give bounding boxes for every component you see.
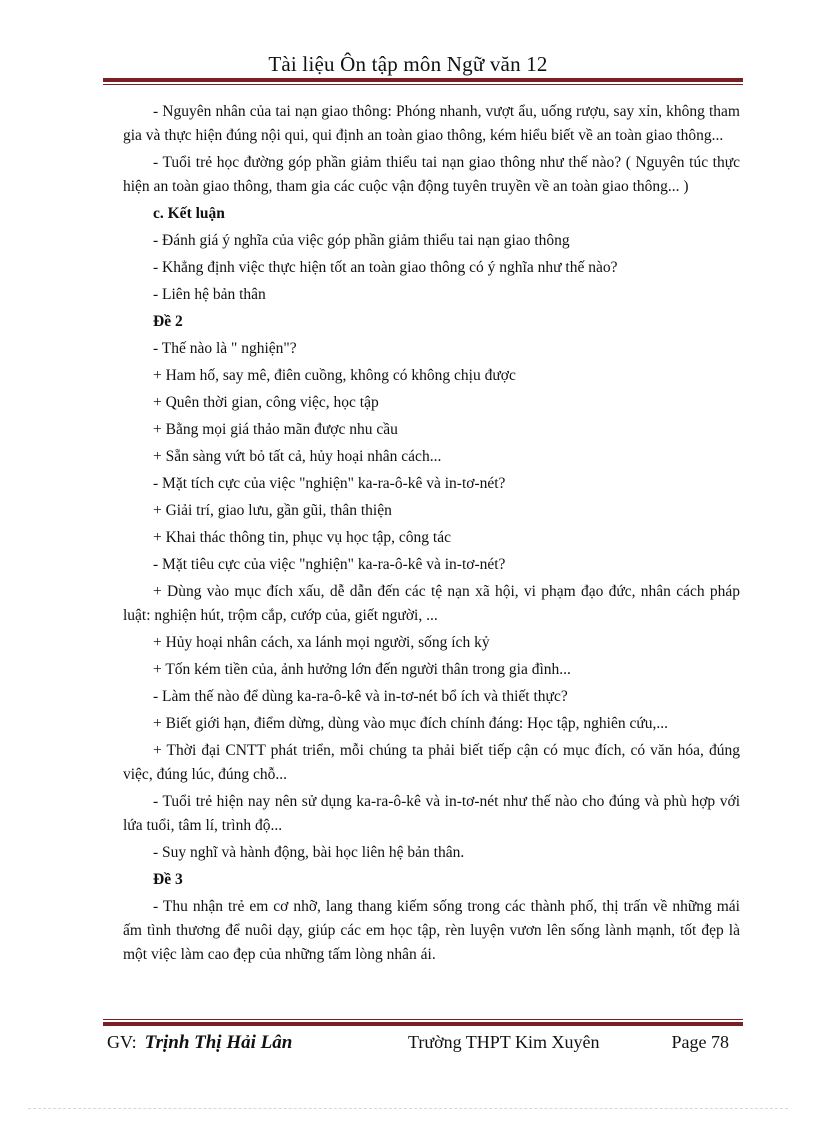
paragraph: + Thời đại CNTT phát triển, mỗi chúng ta phải biết tiếp cận có mục đích, có văn hóa, đúng việc, đúng lúc, đúng chỗ... [123,742,740,783]
page-boundary [28,1108,788,1109]
section-heading: Đề 3 [153,871,183,888]
footer-gv-label: GV: [107,1032,137,1052]
page-header-title: Tài liệu Ôn tập môn Ngữ văn 12 [268,52,548,76]
paragraph: + Sẵn sàng vứt bỏ tất cả, hủy hoại nhân cách... [153,448,442,465]
paragraph: + Quên thời gian, công việc, học tập [153,394,379,411]
page-footer [107,1030,733,1058]
paragraph: - Làm thế nào để dùng ka-ra-ô-kê và in-tơ-nét bổ ích và thiết thực? [153,688,568,705]
paragraph: + Khai thác thông tin, phục vụ học tập, công tác [153,529,451,546]
paragraph: + Dùng vào mục đích xấu, dễ dẫn đến các tệ nạn xã hội, vi phạm đạo đức, nhân cách pháp luật: nghiện hút, trộm cắp, cướp của, giết người, ... [123,583,740,624]
footer-rule [103,1019,743,1026]
footer-school: Trường THPT Kim Xuyên [408,1032,600,1052]
paragraph: + Ham hố, say mê, điên cuồng, không có không chịu được [153,367,516,384]
footer-teacher [107,1032,292,1054]
section-heading: c. Kết luận [153,205,225,222]
paragraph: - Suy nghĩ và hành động, bài học liên hệ bản thân. [153,844,465,861]
paragraph: + Hủy hoại nhân cách, xa lánh mọi người, sống ích kỷ [153,634,490,651]
document-body [123,100,740,970]
footer-page-number: Page 78 [671,1032,729,1052]
section-heading: Đề 2 [153,313,183,330]
paragraph: + Bằng mọi giá thảo mãn được nhu cầu [153,421,398,438]
paragraph: + Biết giới hạn, điểm dừng, dùng vào mục đích chính đáng: Học tập, nghiên cứu,... [153,715,669,732]
paragraph: - Khẳng định việc thực hiện tốt an toàn giao thông có ý nghĩa như thế nào? [153,259,618,276]
paragraph: + Giải trí, giao lưu, gần gũi, thân thiện [153,502,392,519]
paragraph: - Tuổi trẻ hiện nay nên sử dụng ka-ra-ô-kê và in-tơ-nét như thế nào cho đúng và phù hợp với lứa tuổi, tâm lí, trình độ... [123,793,740,834]
paragraph: - Mặt tích cực của việc "nghiện" ka-ra-ô-kê và in-tơ-nét? [153,475,506,492]
paragraph: - Đánh giá ý nghĩa của việc góp phần giảm thiểu tai nạn giao thông [153,232,570,249]
footer-teacher-name: Trịnh Thị Hải Lân [144,1032,293,1053]
paragraph: - Thế nào là " nghiện"? [153,340,297,357]
paragraph: - Liên hệ bản thân [153,286,266,303]
paragraph: - Nguyên nhân của tai nạn giao thông: Phóng nhanh, vượt ẩu, uống rượu, say xỉn, không tham gia và thực hiện đúng nội qui, qui định an toàn giao thông, kém hiểu biết về an toàn giao thông... [123,103,740,144]
paragraph: - Thu nhận trẻ em cơ nhỡ, lang thang kiếm sống trong các thành phố, thị trấn về những mái ấm tình thương để nuôi dạy, giúp các em học tập, rèn luyện vươn lên sống lành mạnh, tốt đẹp là một việc làm cao đẹp của những tấm lòng nhân ái. [123,898,740,963]
header-rule [103,78,743,85]
paragraph: - Mặt tiêu cực của việc "nghiện" ka-ra-ô-kê và in-tơ-nét? [153,556,506,573]
paragraph: + Tốn kém tiền của, ảnh hưởng lớn đến người thân trong gia đình... [153,661,571,678]
paragraph: - Tuổi trẻ học đường góp phần giảm thiểu tai nạn giao thông như thế nào? ( Nguyên túc thực hiện an toàn giao thông, tham gia các cuộc vận động tuyên truyền về an toàn giao thông... ) [123,154,740,195]
